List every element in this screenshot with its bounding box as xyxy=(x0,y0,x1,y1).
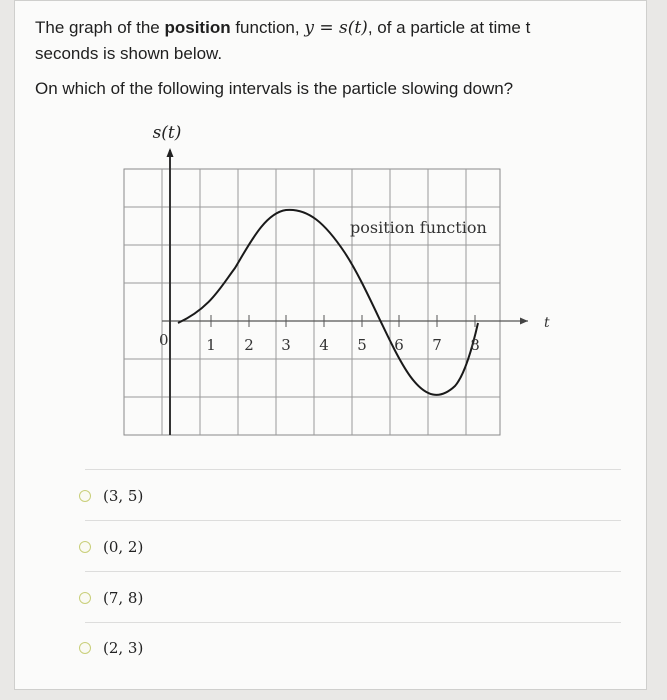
x-tick-label-4: 4 xyxy=(319,336,329,354)
graph-frame xyxy=(124,169,500,435)
divider xyxy=(85,469,621,470)
question-text-part3: , of a particle at time t xyxy=(367,18,531,37)
question-text-part1: The graph of the xyxy=(35,18,165,37)
option-4[interactable] xyxy=(79,635,143,661)
divider xyxy=(85,571,621,572)
radio-option-3[interactable] xyxy=(79,592,91,604)
option-3[interactable] xyxy=(79,585,143,611)
x-tick-label-7: 7 xyxy=(432,336,442,354)
y-axis-arrow xyxy=(167,148,174,157)
x-tick-label-6: 6 xyxy=(394,336,404,354)
x-tick-label-8: 8 xyxy=(470,336,480,354)
x-tick-label-1: 1 xyxy=(206,336,216,354)
x-tick-label-3: 3 xyxy=(281,336,291,354)
question-card xyxy=(14,0,647,690)
question-text-line2: seconds is shown below. xyxy=(35,44,223,63)
x-tick-label-2: 2 xyxy=(244,336,254,354)
x-axis-arrow xyxy=(520,318,528,325)
option-4-label: (2, 3) xyxy=(103,639,144,657)
option-3-label: (7, 8) xyxy=(103,589,144,607)
radio-option-1[interactable] xyxy=(79,490,91,502)
option-1-label: (3, 5) xyxy=(103,487,144,505)
position-curve xyxy=(178,210,478,395)
radio-option-4[interactable] xyxy=(79,642,91,654)
option-2[interactable] xyxy=(79,534,143,560)
radio-option-2[interactable] xyxy=(79,541,91,553)
curve-label: position function xyxy=(350,218,487,237)
question-bold-word: position xyxy=(164,18,231,37)
question-text-part2: function, xyxy=(230,18,300,37)
divider xyxy=(85,622,621,623)
option-2-label: (0, 2) xyxy=(103,538,144,556)
y-axis-label: s(t) xyxy=(152,123,182,143)
divider xyxy=(85,520,621,521)
question-text xyxy=(35,15,595,67)
question-prompt: On which of the following intervals is the particle slowing down? xyxy=(35,79,514,98)
x-tick-label-5: 5 xyxy=(357,336,367,354)
origin-label: 0 xyxy=(159,331,169,349)
position-equation: y = s(t) xyxy=(304,18,368,38)
position-graph xyxy=(110,118,550,458)
option-1[interactable] xyxy=(79,483,143,509)
x-axis-label: t xyxy=(544,315,550,331)
